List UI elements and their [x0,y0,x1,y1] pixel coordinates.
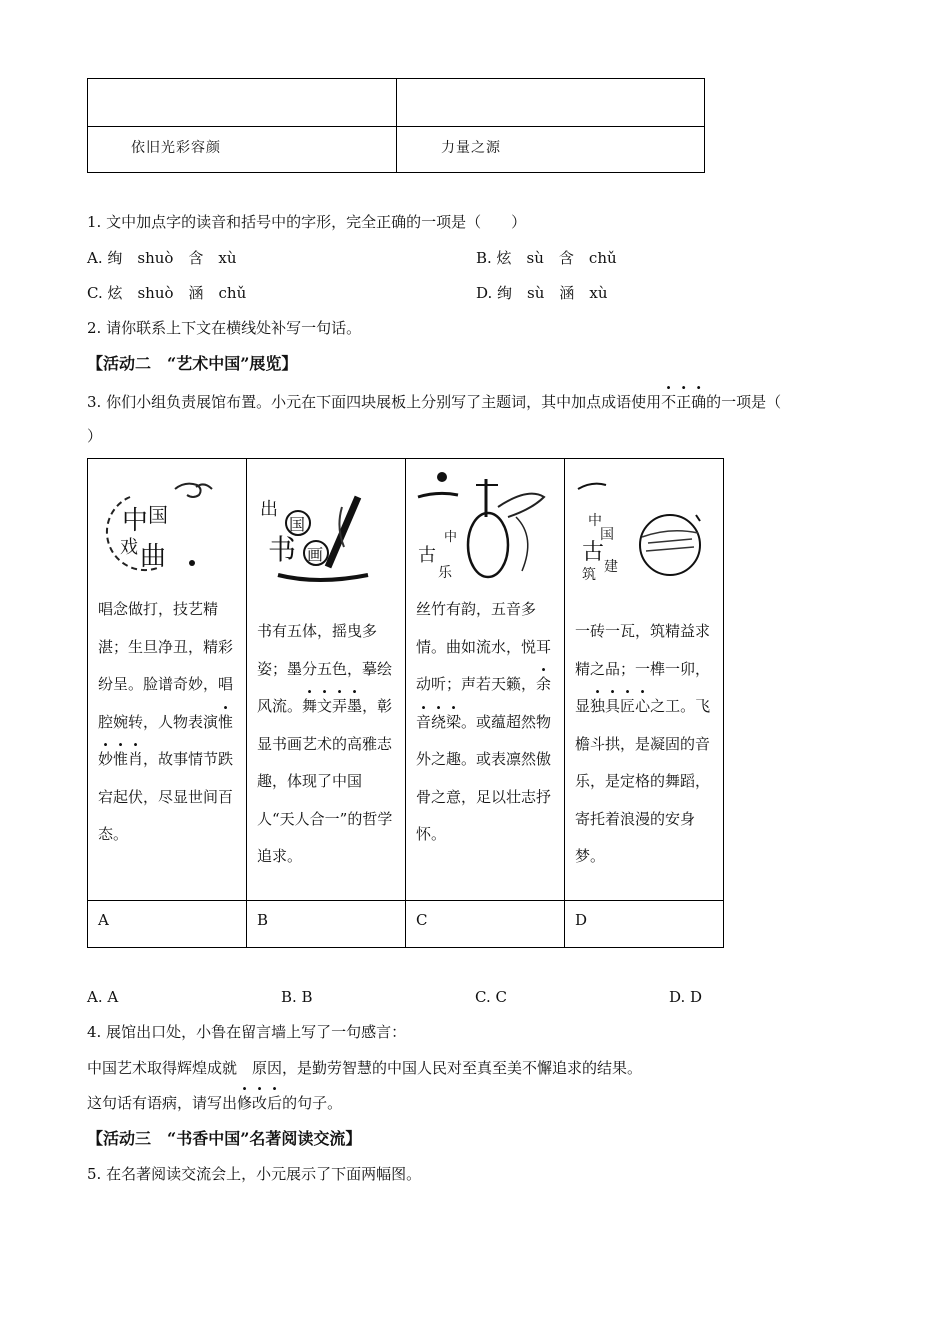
exhibit-table [87,458,724,948]
table-divider [246,459,247,947]
emphasized-char: 墨 [347,697,363,715]
question-1-option-c[interactable]: C. 炫 shuò 涵 chǔ [87,284,247,302]
question-3-option-c[interactable]: C. C [475,988,507,1006]
table-divider [405,459,406,947]
svg-text:曲: 曲 [140,542,167,572]
architecture-illustration [576,467,706,585]
emphasis-dots-text [302,697,362,715]
question-3-stem-end: ） [87,427,103,445]
question-1-option-a[interactable]: A. 绚 shuò 含 xù [87,249,237,267]
emphasized-char: 后 [267,1094,283,1112]
question-3-stem [87,392,781,412]
svg-text:戏: 戏 [120,537,138,558]
music-illustration [416,467,546,585]
stem-part: 3. 你们小组负责展馆布置。小元在下面四块展板上分别写了主题词，其中加点成语使用 [87,393,662,411]
emphasis-dots-text [661,393,706,411]
table-cell: 力量之源 [441,140,501,156]
exhibit-label-b: B [257,911,269,929]
emphasized-char: 余 [536,675,552,693]
svg-text:出: 出 [260,499,278,520]
top-table [87,78,705,173]
emphasized-char: 音 [416,712,432,731]
emphasized-char: 具 [605,697,621,715]
question-3-option-a[interactable]: A. A [87,988,119,1006]
svg-text:国: 国 [600,527,614,543]
text-part: 丝竹有韵，五音多情。曲如流水，悦耳动听；声若天籁， [416,600,552,693]
emphasized-char: 改 [252,1094,268,1112]
text-part: 之工。飞檐斗拱，是凝固的音乐，是定格的舞蹈，寄托着浪漫的安身梦。 [575,697,711,865]
emphasized-char: 不 [661,393,677,411]
text-part: ，故事情节跌宕起伏，尽显世间百态。 [98,750,234,843]
svg-text:筑: 筑 [582,567,596,583]
table-divider [88,126,704,127]
text-part: 。或蕴超然物外之趣。或表凛然傲骨之意，足以壮志抒怀。 [416,712,552,843]
exhibit-text-a [98,591,236,854]
svg-text:国: 国 [148,503,168,527]
svg-text:中: 中 [444,530,458,545]
emphasis-dots-text [590,697,650,715]
opera-illustration [100,467,230,585]
emphasized-char: 惟 [218,712,234,731]
activity-3-title: 【活动三 “书香中国”名著阅读交流】 [87,1129,362,1148]
question-1-option-d[interactable]: D. 绚 sù 涵 xù [476,284,608,302]
table-divider [564,459,565,947]
question-3-option-d[interactable]: D. D [669,988,703,1006]
emphasized-char: 惟 [113,750,129,768]
emphasis-dots-text [237,1094,282,1112]
emphasized-char: 舞 [302,697,318,715]
text-part: 书有五体，摇曳多姿；墨分五色，摹绘风流。 [257,622,393,715]
emphasized-char: 匠 [620,697,636,715]
text-part: 这句话有语病，请写出 [87,1094,238,1112]
question-3-option-b[interactable]: B. B [281,988,313,1006]
activity-2-title: 【活动二 “艺术中国”展览】 [87,354,298,373]
svg-text:古: 古 [418,545,436,566]
table-cell: 依旧光彩容颜 [131,140,221,156]
svg-text:中: 中 [122,506,149,536]
svg-text:画: 画 [307,545,324,564]
emphasized-char: 梁 [446,712,462,731]
svg-text:中: 中 [588,513,602,529]
exhibit-label-c: C [416,911,428,929]
emphasized-char: 弄 [332,697,348,715]
emphasized-char: 肖 [128,750,144,768]
text-part: 唱念做打，技艺精湛；生旦净丑，精彩纷呈。脸谱奇妙，唱腔婉转，人物表演 [98,600,234,731]
question-4-stem: 4. 展馆出口处，小鲁在留言墙上写了一句感言： [87,1023,407,1041]
exhibit-text-d [575,613,713,876]
exhibit-text-b [257,613,395,876]
emphasized-char: 独 [590,697,606,715]
exhibit-label-a: A [98,911,109,929]
question-1-option-b[interactable]: B. 炫 sù 含 chǔ [476,249,617,267]
exhibit-label-d: D [575,911,588,929]
emphasized-char: 正 [676,393,692,411]
question-4-instruction [87,1093,342,1113]
emphasized-char: 文 [317,697,333,715]
text-part: 一砖一瓦，筑精益求精之品；一榫一卯，显 [575,622,711,715]
text-part: 的句子。 [282,1094,343,1112]
question-2-stem: 2. 请你联系上下文在横线处补写一句话。 [87,319,362,337]
svg-text:乐: 乐 [438,565,452,581]
question-4-sentence: 中国艺术取得辉煌成就 原因，是勤劳智慧的中国人民对至真至美不懈追求的结果。 [87,1059,643,1077]
svg-text:建: 建 [604,559,618,575]
exhibit-text-c [416,591,554,854]
painting-illustration [258,467,388,585]
question-1-stem: 1. 文中加点字的读音和括号中的字形，完全正确的一项是（ ） [87,213,527,231]
emphasized-char: 绕 [431,712,447,731]
emphasized-char: 妙 [98,750,114,768]
stem-part: 的一项是（ [706,393,782,411]
svg-text:国: 国 [289,515,306,534]
svg-text:古: 古 [582,540,605,565]
svg-text:书: 书 [268,533,297,566]
emphasized-char: 修 [237,1094,253,1112]
emphasized-char: 确 [691,393,707,411]
question-5-stem: 5. 在名著阅读交流会上，小元展示了下面两幅图。 [87,1165,422,1183]
emphasized-char: 心 [635,697,651,715]
text-part: ，彰显书画艺术的高雅志趣，体现了中国人“天人合一”的哲学追求。 [257,697,393,865]
table-divider [88,900,723,901]
